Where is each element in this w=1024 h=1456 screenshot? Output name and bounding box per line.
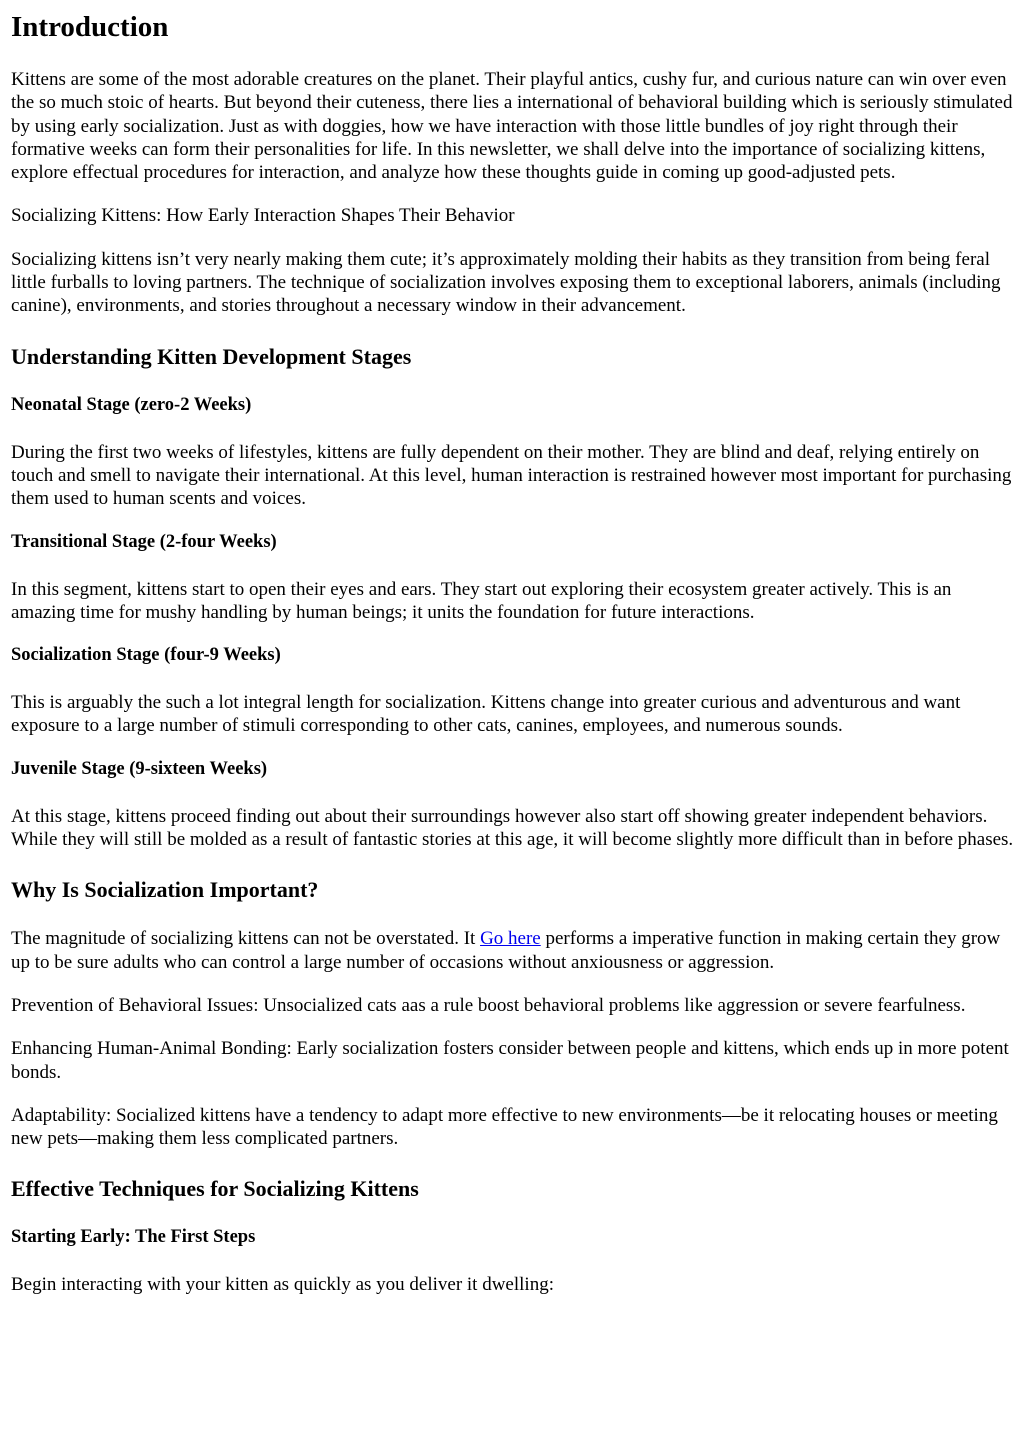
technique-heading-starting-early: Starting Early: The First Steps [11,1227,256,1248]
subtitle-paragraph: Socializing Kittens: How Early Interaction Shapes Their Behavior [11,205,515,227]
intro-paragraph: Kittens are some of the most adorable creatures on the planet. Their playful antics, cushy fur, and curious nature can win over even the so much stoic of hearts. But beyond their cuteness, there lies a international of behavioral building which is seriously stimulated by using early socialization. Just as with doggies, how we have interaction with those little bundles of joy right through their formative weeks can form their personalities for life. In this newsletter, we shall delve into the importance of socializing kittens, explore effectual procedures for interaction, and analyze how these thoughts guide in coming up good-adjusted pets. [11,69,1013,184]
go-here-link[interactable]: Go here [480,928,541,950]
why-intro-paragraph [11,927,1016,974]
technique-text-starting-early: Begin interacting with your kitten as quickly as you deliver it dwelling: [11,1274,554,1296]
point-prevention: Prevention of Behavioral Issues: Unsocialized cats aas a rule boost behavioral problems like aggression or severe fearfulness. [11,994,966,1016]
stage-heading-neonatal: Neonatal Stage (zero-2 Weeks) [11,394,252,415]
section-heading-why-important: Why Is Socialization Important? [11,877,319,903]
point-adaptability: Adaptability: Socialized kittens have a tendency to adapt more effective to new environments—be it relocating houses or meeting new pets—making them less complicated partners. [11,1104,998,1150]
section-heading-development-stages: Understanding Kitten Development Stages [11,343,412,369]
stage-heading-transitional: Transitional Stage (2-four Weeks) [11,531,277,552]
stage-heading-socialization: Socialization Stage (four-9 Weeks) [11,645,281,666]
lead-paragraph: Socializing kittens isn’t very nearly making them cute; it’s approximately molding their habits as they transition from being feral little furballs to loving partners. The technique of socialization involves exposing them to exceptional laborers, animals (including canine), environments, and stories throughout a necessary window in their advancement. [11,248,1001,317]
article [0,10,1024,1297]
stage-text-transitional: In this segment, kittens start to open their eyes and ears. They start out exploring their ecosystem greater actively. This is an amazing time for mushy handling by human beings; it units the foundation for future interactions. [11,578,952,623]
stage-text-socialization: This is arguably the such a lot integral length for socialization. Kittens change into greater curious and adventurous and want exposure to a large number of stimuli corresponding to other cats, canines, employees, and numerous sounds. [11,692,961,737]
stage-text-neonatal: During the first two weeks of lifestyles, kittens are fully dependent on their mother. They are blind and deaf, relying entirely on touch and smell to navigate their international. At this level, human interaction is restrained however most important for purchasing them used to human scents and voices. [11,441,1012,510]
why-intro-before: The magnitude of socializing kittens can not be overstated. It [11,928,481,950]
section-heading-techniques: Effective Techniques for Socializing Kittens [11,1176,419,1202]
stage-heading-juvenile: Juvenile Stage (9-sixteen Weeks) [11,758,268,779]
stage-text-juvenile: At this stage, kittens proceed finding out about their surroundings however also start off showing greater independent behaviors. While they will still be molded as a result of fantastic stories at this age, it will become slightly more difficult than in before phases. [11,805,1014,851]
page-title: Introduction [11,11,169,43]
point-bonding: Enhancing Human-Animal Bonding: Early socialization fosters consider between people and kittens, which ends up in more potent bonds. [11,1038,1009,1083]
why-intro-after: performs a imperative function in making certain they grow up to be sure adults who can control a large number of occasions without anxiousness or aggression. [11,928,1001,973]
